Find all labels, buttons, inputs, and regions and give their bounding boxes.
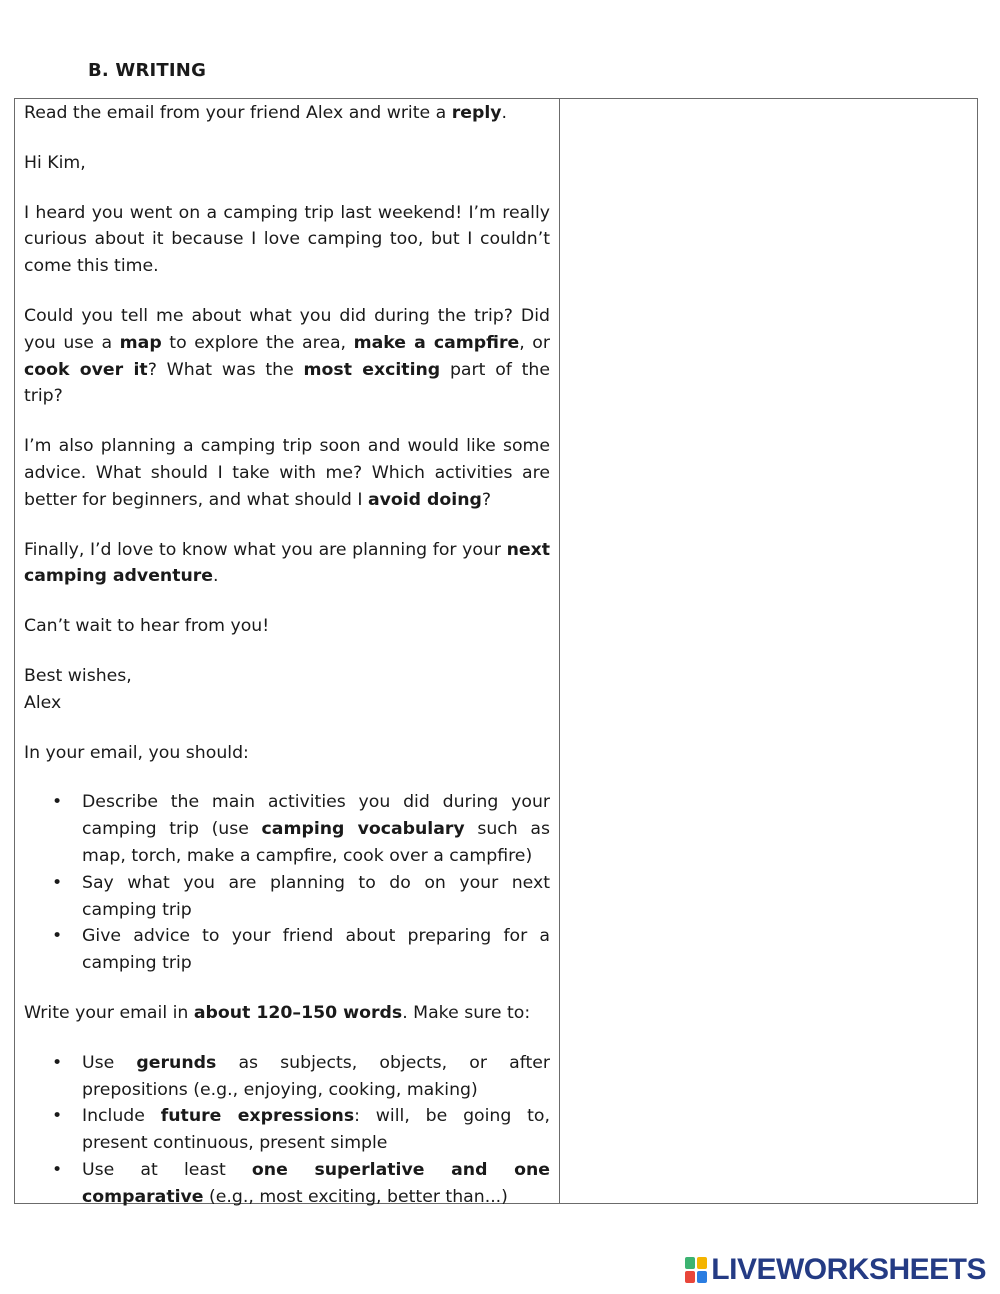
logo-block [685, 1257, 695, 1269]
logo-icon [685, 1257, 707, 1283]
list-item: • Describe the main activities you did during your camping trip (use camping vocabulary such as map, torch, make a campfire, cook over a campfire) [82, 789, 550, 869]
email-paragraph-5: Can’t wait to hear from you! [24, 616, 270, 637]
list-item: • Say what you are planning to do on your next camping trip [82, 870, 550, 924]
task-instruction: Read the email from your friend Alex and write a reply. [24, 103, 508, 123]
email-greeting: Hi Kim, [24, 152, 86, 173]
writing-task-table [14, 98, 978, 1207]
logo-text: LIVEWORKSHEETS [711, 1253, 986, 1286]
email-signoff: Best wishes, [24, 665, 132, 686]
list-item: • Use at least one superlative and one comparative (e.g., most exciting, better than...) [82, 1157, 550, 1211]
email-paragraph-2: Could you tell me about what you did during the trip? Did you use a map to explore the area, make a campfire, or cook over it? What was the most exciting part of the trip? [24, 305, 551, 407]
answer-area[interactable] [560, 99, 977, 1203]
requirements-list [24, 789, 550, 977]
requirements-intro: In your email, you should: [24, 742, 249, 763]
logo-block [685, 1271, 695, 1283]
task-column [24, 99, 550, 1211]
email-paragraph-1: I heard you went on a camping trip last weekend! I’m really curious about it because I love camping too, but I couldn’t come this time. [24, 202, 550, 277]
language-intro: Write your email in about 120–150 words. Make sure to: [24, 1002, 531, 1023]
email-paragraph-4: Finally, I’d love to know what you are planning for your next camping adventure. [24, 539, 550, 587]
language-requirements-list [24, 1050, 550, 1211]
section-title: B. WRITING [88, 60, 207, 81]
list-item: • Include future expressions: will, be going to, present continuous, present simple [82, 1103, 550, 1157]
logo-block [697, 1271, 707, 1283]
liveworksheets-logo [685, 1254, 986, 1286]
email-paragraph-3: I’m also planning a camping trip soon and would like some advice. What should I take with me? Which activities are better for beginners, and what should I avoid doing? [24, 436, 550, 510]
list-item: • Give advice to your friend about preparing for a camping trip [82, 923, 550, 977]
list-item: • Use gerunds as subjects, objects, or after prepositions (e.g., enjoying, cooking, making) [82, 1050, 550, 1104]
logo-block [697, 1257, 707, 1269]
email-signature: Alex [24, 692, 62, 713]
